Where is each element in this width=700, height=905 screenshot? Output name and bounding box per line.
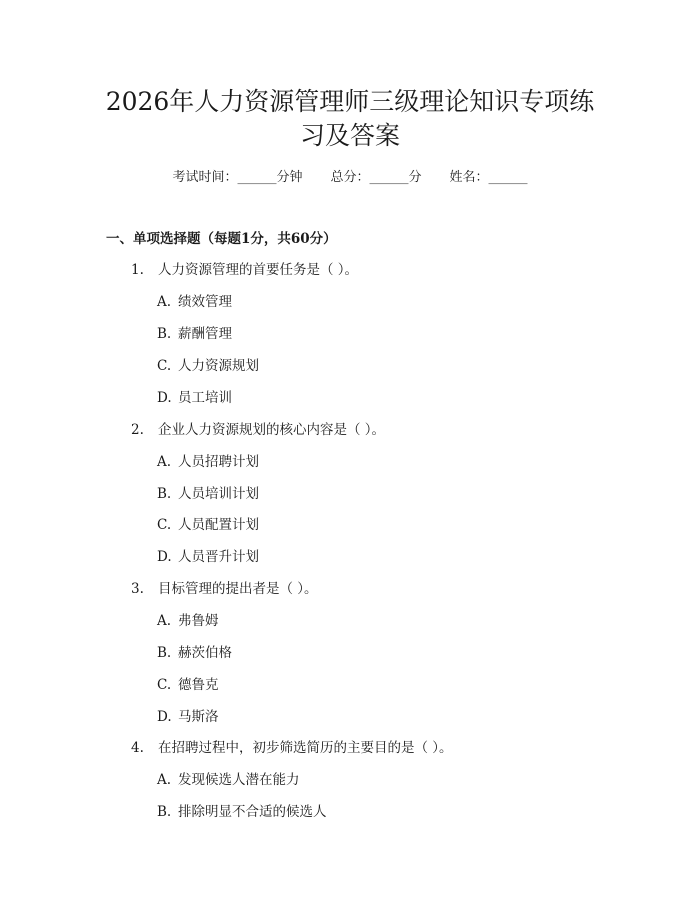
option-text: 人员晋升计划 — [178, 549, 259, 565]
question-2-option-d — [157, 547, 607, 567]
question-3 — [131, 579, 631, 599]
exam-time-field: 考试时间：______分钟 — [172, 170, 303, 185]
question-4 — [131, 738, 631, 758]
option-text: 马斯洛 — [178, 709, 219, 725]
option-letter: C. — [157, 677, 172, 693]
question-2-option-b — [157, 484, 607, 504]
option-text: 人员培训计划 — [178, 486, 259, 502]
question-3-option-d — [157, 707, 607, 727]
option-letter: D. — [157, 549, 172, 565]
option-letter: A. — [157, 772, 172, 788]
exam-info-line — [0, 168, 700, 188]
option-letter: B. — [157, 645, 172, 661]
document-title-line1: 2026年人力资源管理师三级理论知识专项练 — [105, 87, 595, 116]
total-score-field: 总分：______分 — [330, 170, 422, 185]
option-letter: A. — [157, 294, 172, 310]
question-text: 人力资源管理的首要任务是（ ）。 — [158, 262, 359, 278]
option-text: 排除明显不合适的候选人 — [178, 804, 327, 820]
question-1-option-c — [157, 356, 607, 376]
question-number: 2. — [131, 422, 144, 438]
option-text: 薪酬管理 — [178, 326, 232, 342]
question-text: 在招聘过程中，初步筛选简历的主要目的是（ ）。 — [158, 740, 453, 756]
option-letter: A. — [157, 613, 172, 629]
question-1 — [131, 260, 631, 280]
question-1-option-d — [157, 388, 607, 408]
option-letter: C. — [157, 358, 172, 374]
option-text: 人员招聘计划 — [178, 454, 259, 470]
option-letter: B. — [157, 326, 172, 342]
question-4-option-b — [157, 802, 607, 822]
question-number: 3. — [131, 581, 144, 597]
option-text: 员工培训 — [178, 390, 232, 406]
name-field: 姓名：______ — [449, 170, 528, 185]
option-text: 弗鲁姆 — [178, 613, 219, 629]
option-letter: D. — [157, 709, 172, 725]
question-1-option-b — [157, 324, 607, 344]
option-letter: D. — [157, 390, 172, 406]
question-3-option-c — [157, 675, 607, 695]
option-text: 绩效管理 — [178, 294, 232, 310]
option-letter: C. — [157, 517, 172, 533]
question-1-option-a — [157, 292, 607, 312]
question-text: 目标管理的提出者是（ ）。 — [158, 581, 318, 597]
option-text: 人员配置计划 — [178, 517, 259, 533]
option-letter: B. — [157, 486, 172, 502]
option-text: 人力资源规划 — [178, 358, 259, 374]
question-3-option-b — [157, 643, 607, 663]
question-number: 4. — [131, 740, 144, 756]
question-text: 企业人力资源规划的核心内容是（ ）。 — [158, 422, 386, 438]
question-2-option-c — [157, 515, 607, 535]
option-text: 德鲁克 — [178, 677, 219, 693]
question-2-option-a — [157, 452, 607, 472]
question-4-option-a — [157, 770, 607, 790]
option-text: 发现候选人潜在能力 — [178, 772, 300, 788]
option-letter: B. — [157, 804, 172, 820]
option-text: 赫茨伯格 — [178, 645, 232, 661]
section-heading: 一、单项选择题（每题1分，共60分） — [106, 231, 337, 247]
question-number: 1. — [131, 262, 144, 278]
option-letter: A. — [157, 454, 172, 470]
question-3-option-a — [157, 611, 607, 631]
document-title-line2: 习及答案 — [299, 121, 400, 150]
question-2 — [131, 420, 631, 440]
